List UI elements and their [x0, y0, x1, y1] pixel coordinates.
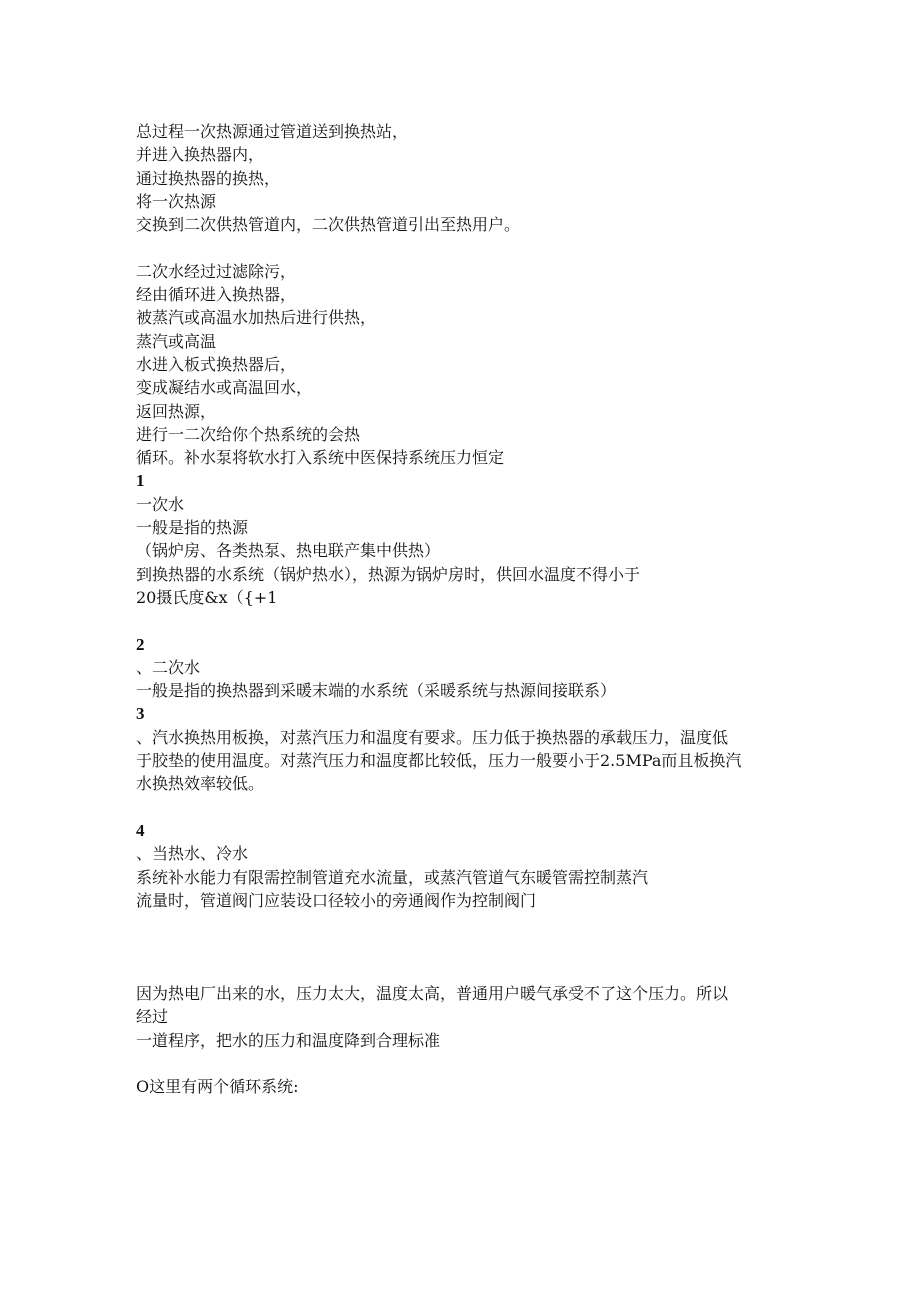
paragraph-gap	[136, 1052, 796, 1075]
text-line: 总过程一次热源通过管道送到换热站，	[136, 122, 409, 141]
text-line: 二次水经过过滤除污，	[136, 261, 297, 281]
text-line: 、汽水换热用板换，对蒸汽压力和温度有要求。压力低于换热器的承载压力，温度低	[136, 727, 729, 747]
paragraph-gap	[136, 912, 796, 982]
text-line: O这里有两个循环系统:	[136, 1077, 299, 1097]
text-line: 系统补水能力有限需控制管道充水流量，或蒸汽管道气东暖管需控制蒸汽	[136, 867, 649, 887]
text-line: 蒸汽或高温	[136, 331, 217, 351]
text-line: 20摄氏度&x（{+1	[136, 587, 278, 607]
paragraph-two-cycles	[136, 1075, 796, 1098]
text-line: 一次水	[136, 494, 185, 514]
section-number: 3	[136, 704, 145, 724]
text-line: 于胶垫的使用温度。对蒸汽压力和温度都比较低，压力一般要小于2.5MPa而且板换汽	[136, 751, 742, 771]
section-3	[136, 702, 796, 795]
text-line: 、当热水、冷水	[136, 844, 249, 864]
text-line: 经过	[136, 1007, 169, 1027]
text-line: 交换到二次供热管道内，二次供热管道引出至热用户。	[136, 215, 521, 235]
paragraph-overview	[136, 120, 796, 236]
text-line: 被蒸汽或高温水加热后进行供热，	[136, 308, 377, 328]
text-line: 一般是指的换热器到采暖末端的水系统（采暖系统与热源间接联系）	[136, 681, 617, 701]
text-line: 因为热电厂出来的水，压力太大，温度太高，普通用户暖气承受不了这个压力。所以	[136, 984, 729, 1004]
text-line: （锅炉房、各类热泵、热电联产集中供热）	[136, 541, 441, 561]
section-1	[136, 469, 796, 609]
text-line: 并进入换热器内，	[136, 145, 265, 165]
text-line: 一般是指的热源	[136, 518, 249, 538]
text-line: 返回热源，	[136, 401, 217, 421]
paragraph-reason	[136, 982, 796, 1052]
text-line: 通过换热器的换热，	[136, 168, 281, 188]
text-line: 到换热器的水系统（锅炉热水），热源为锅炉房时，供回水温度不得小于	[136, 564, 641, 584]
text-line: 经由循环进入换热器，	[136, 285, 297, 305]
section-number: 1	[136, 471, 145, 491]
paragraph-gap	[136, 796, 796, 819]
section-number: 4	[136, 820, 145, 840]
text-line: 水进入板式换热器后，	[136, 354, 297, 374]
text-line: 循环。补水泵将软水打入系统中医保持系统压力恒定	[136, 448, 505, 468]
section-number: 2	[136, 634, 145, 654]
text-line: 流量时，管道阀门应装设口径较小的旁通阀作为控制阀门	[136, 890, 537, 910]
text-line: 水换热效率较低。	[136, 774, 265, 794]
paragraph-gap	[136, 236, 796, 259]
text-line: 进行一二次给你个热系统的会热	[136, 424, 361, 444]
text-line: 变成凝结水或高温回水，	[136, 378, 313, 398]
section-2	[136, 633, 796, 703]
document-body	[136, 120, 796, 1099]
text-line: 、二次水	[136, 657, 201, 677]
paragraph-secondary-water	[136, 260, 796, 470]
paragraph-gap	[136, 609, 796, 632]
section-4	[136, 819, 796, 912]
text-line: 一道程序，把水的压力和温度降到合理标准	[136, 1030, 441, 1050]
text-line: 将一次热源	[136, 191, 217, 211]
